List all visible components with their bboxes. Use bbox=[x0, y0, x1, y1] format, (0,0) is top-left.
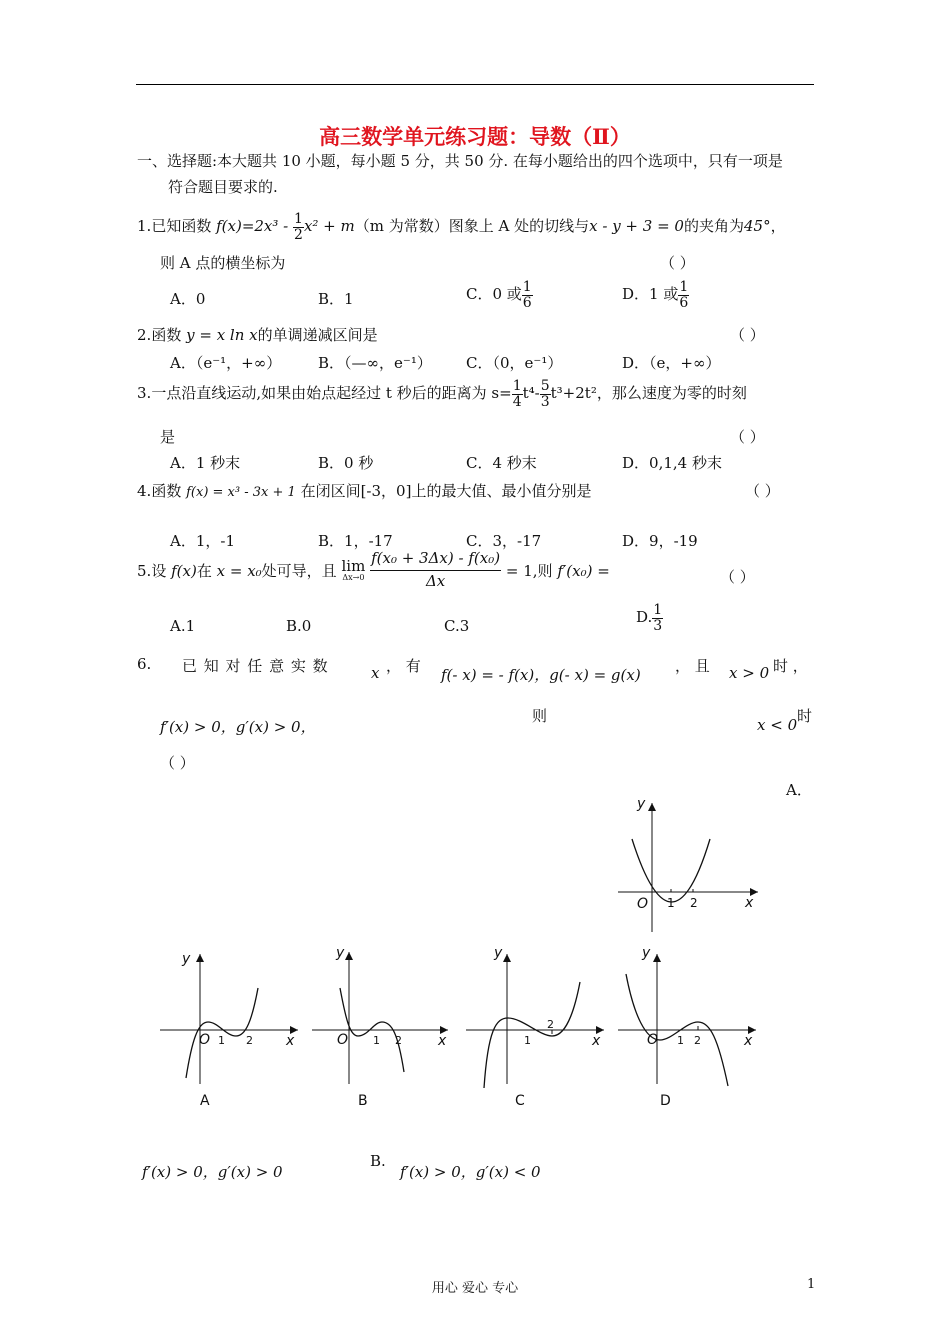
graph-b-x-label: x bbox=[438, 1033, 447, 1049]
q1-note: （m 为常数）图象上 A 处的切线与 bbox=[354, 217, 590, 236]
parabola-curve bbox=[632, 839, 710, 902]
q5-fx: f(x) bbox=[171, 561, 197, 580]
section-heading-cont: 符合题目要求的. bbox=[168, 178, 278, 196]
q6-number: 6. bbox=[137, 655, 152, 673]
q6-option-a-text: f′(x) > 0，g′(x) > 0 bbox=[142, 1163, 283, 1181]
q5-option-d bbox=[636, 603, 663, 633]
q5-mid2: 处可导，且 bbox=[261, 561, 337, 580]
graph-d-origin: O bbox=[647, 1032, 659, 1048]
q5-point: x = x₀ bbox=[216, 561, 262, 580]
q6-derivative-cond: f′(x) > 0，g′(x) > 0 bbox=[160, 718, 301, 736]
q6-x: x bbox=[371, 664, 380, 682]
q6-then: 则 bbox=[532, 707, 548, 725]
q3-frac-2-den: 3 bbox=[540, 393, 550, 410]
graph-b bbox=[312, 950, 452, 1090]
q4-option-a: A．1，-1 bbox=[170, 532, 235, 550]
graph-d-tick-2: 2 bbox=[694, 1034, 701, 1047]
q2-option-b: B．（—∞，e⁻¹） bbox=[318, 354, 432, 372]
graph-b-label: B bbox=[358, 1093, 368, 1109]
q4-post: 在闭区间[-3，0]上的最大值、最小值分别是 bbox=[300, 482, 592, 500]
q5-option-d-num: 1 bbox=[653, 602, 663, 618]
graph-d bbox=[618, 950, 758, 1090]
q6-x-negative: x < 0 bbox=[757, 716, 798, 734]
q1-option-d-text: D．1 或 bbox=[622, 285, 679, 304]
q4-number: 4. bbox=[137, 482, 152, 500]
q3-answer-paren: （ ） bbox=[730, 428, 765, 446]
q6-text-2: ， 有 bbox=[386, 657, 421, 675]
q1-option-d bbox=[622, 280, 689, 310]
q4-option-d: D．9，-19 bbox=[622, 532, 698, 550]
q1-frac-den: 2 bbox=[294, 226, 303, 243]
q5-number: 5. bbox=[137, 561, 152, 580]
graph-d-y-label: y bbox=[642, 945, 651, 961]
q1-post: 的夹角为 bbox=[683, 217, 744, 236]
q3-frac-1-num: 1 bbox=[512, 378, 522, 394]
graph-b-y-label: y bbox=[336, 945, 345, 961]
q6-option-b-text: f′(x) > 0，g′(x) < 0 bbox=[400, 1163, 541, 1181]
q5-eq: = 1 bbox=[505, 561, 533, 580]
q6-text-3: ， 且 bbox=[675, 657, 710, 675]
q5-option-c: C.3 bbox=[444, 617, 470, 635]
graph-c-x-label: x bbox=[592, 1033, 601, 1049]
q3-option-c: C．4 秒末 bbox=[466, 454, 537, 472]
q5-fraction bbox=[370, 551, 501, 590]
curve-c bbox=[484, 982, 580, 1088]
q5-mid3: ,则 bbox=[532, 561, 553, 580]
q4-option-b: B．1，-17 bbox=[318, 532, 393, 550]
graph-c-label: C bbox=[515, 1093, 525, 1109]
graph-c-tick-2: 2 bbox=[547, 1018, 554, 1031]
q1-option-d-frac bbox=[678, 280, 689, 310]
q3-mid: t⁴- bbox=[522, 384, 540, 403]
q2-number: 2. bbox=[137, 326, 152, 344]
question-5 bbox=[137, 551, 610, 590]
y-axis-arrow bbox=[345, 952, 353, 960]
question-3 bbox=[137, 379, 747, 409]
q1-frac-num: 1 bbox=[294, 211, 303, 227]
q1-option-c-num: 1 bbox=[522, 279, 532, 295]
q1-answer-paren: （ ） bbox=[660, 254, 695, 272]
q1-option-d-den: 6 bbox=[679, 294, 689, 311]
q1-number: 1. bbox=[137, 217, 152, 236]
q5-frac-num: f(x₀ + 3Δx) - f(x₀) bbox=[370, 551, 501, 571]
question-2 bbox=[137, 324, 378, 345]
graph-a-tick-2: 2 bbox=[246, 1034, 253, 1047]
q4-option-c: C．3，-17 bbox=[466, 532, 542, 550]
q3-option-d: D．0,1,4 秒末 bbox=[622, 454, 722, 472]
q5-option-a: A.1 bbox=[170, 617, 196, 635]
q5-derivative: f′(x₀) = bbox=[557, 561, 610, 580]
graph-b-origin: O bbox=[337, 1032, 349, 1048]
q5-mid1: 在 bbox=[196, 561, 212, 580]
q5-option-d-text: D. bbox=[636, 608, 653, 627]
section-heading: 一、选择题:本大题共 10 小题，每小题 5 分，共 50 分. 在每小题给出的四个选项中，只有一项是 bbox=[137, 152, 783, 170]
q3-frac-2-num: 5 bbox=[540, 378, 550, 394]
q1-option-c-text: C．0 或 bbox=[466, 285, 522, 304]
q6-answer-paren: （ ） bbox=[160, 754, 195, 772]
graph-b-tick-2: 2 bbox=[395, 1034, 402, 1047]
q6-comma: ， bbox=[300, 718, 316, 736]
q2-post: 的单调递减区间是 bbox=[257, 326, 378, 344]
q1-option-c-frac bbox=[522, 280, 533, 310]
graph-parabola bbox=[618, 795, 758, 935]
page-number: 1 bbox=[807, 1277, 816, 1292]
y-axis-arrow bbox=[648, 803, 656, 811]
q6-option-b-label: B. bbox=[370, 1152, 386, 1170]
q3-number: 3. bbox=[137, 384, 152, 403]
q6-line2 bbox=[160, 716, 316, 737]
q3-frac-1-den: 4 bbox=[512, 393, 522, 410]
graph-b-tick-1: 1 bbox=[373, 1034, 380, 1047]
q3-option-a: A．1 秒末 bbox=[170, 454, 241, 472]
q5-limit bbox=[341, 556, 366, 582]
graph-a-origin: O bbox=[199, 1032, 211, 1048]
graph-a-y-label: y bbox=[182, 951, 191, 967]
q2-option-a: A．（e⁻¹，+∞） bbox=[170, 354, 282, 372]
question-4 bbox=[137, 480, 591, 501]
q2-text: 函数 bbox=[151, 326, 182, 344]
parabola-y-label: y bbox=[637, 796, 646, 812]
q1-end: ， bbox=[770, 217, 786, 236]
q2-function: y = x ln x bbox=[186, 326, 258, 344]
q1-option-d-num: 1 bbox=[679, 279, 689, 295]
graph-d-tick-1: 1 bbox=[677, 1034, 684, 1047]
q3-option-b: B．0 秒 bbox=[318, 454, 374, 472]
q2-answer-paren: （ ） bbox=[730, 326, 765, 344]
parabola-tick-1-label: 1 bbox=[667, 896, 675, 910]
footer-slogan: 用心 爱心 专心 bbox=[431, 1281, 519, 1296]
parabola-x-label: x bbox=[745, 895, 754, 911]
q5-lim: lim bbox=[341, 556, 366, 575]
graph-c-tick-1: 1 bbox=[524, 1034, 531, 1047]
y-axis-arrow bbox=[503, 954, 511, 962]
header-rule bbox=[136, 84, 814, 85]
q2-option-c: C．（0，e⁻¹） bbox=[466, 354, 563, 372]
graph-a bbox=[160, 950, 300, 1090]
curve-a bbox=[186, 988, 258, 1078]
q5-option-d-frac bbox=[652, 603, 663, 633]
q1-function: f(x)=2x³ - bbox=[216, 217, 294, 236]
q1-option-c-den: 6 bbox=[522, 294, 532, 311]
q6-condition: f(- x) = - f(x)，g(- x) = g(x) bbox=[441, 666, 641, 684]
graph-c bbox=[466, 950, 606, 1090]
parabola-tick-2-label: 2 bbox=[690, 896, 698, 910]
q3-frac-2 bbox=[540, 379, 551, 409]
q4-function: f(x) = x³ - 3x + 1 bbox=[186, 485, 296, 500]
q3-text: 一点沿直线运动,如果由始点起经过 t 秒后的距离为 s= bbox=[151, 384, 512, 403]
q3-line2: 是 bbox=[160, 428, 176, 446]
q1-fraction bbox=[293, 212, 304, 242]
q3-frac-1 bbox=[512, 379, 523, 409]
q1-option-c bbox=[466, 280, 533, 310]
question-1 bbox=[137, 212, 786, 242]
q1-text: 已知函数 bbox=[151, 217, 212, 236]
q2-option-d: D．（e，+∞） bbox=[622, 354, 721, 372]
q6-text-1: 已 知 对 任 意 实 数 bbox=[182, 657, 329, 675]
q1-line2: 则 A 点的横坐标为 bbox=[160, 254, 286, 272]
q6-text-4: 时 ， bbox=[773, 657, 808, 675]
q6-when: 时 bbox=[797, 707, 813, 725]
q1-option-b: B．1 bbox=[318, 290, 354, 308]
graph-d-label: D bbox=[660, 1093, 671, 1109]
q5-option-d-den: 3 bbox=[653, 617, 663, 634]
q6-option-a-label: A． bbox=[786, 781, 812, 799]
q5-frac-den: Δx bbox=[425, 571, 446, 590]
q1-angle: 45° bbox=[743, 217, 771, 236]
q1-option-a: A．0 bbox=[170, 290, 206, 308]
graph-a-tick-1: 1 bbox=[218, 1034, 225, 1047]
y-axis-arrow bbox=[196, 954, 204, 962]
q5-option-b: B.0 bbox=[286, 617, 312, 635]
q3-post: t³+2t²，那么速度为零的时刻 bbox=[550, 384, 747, 403]
graph-a-label: A bbox=[200, 1093, 210, 1109]
q1-line-eq: x - y + 3 = 0 bbox=[589, 217, 684, 236]
graph-d-x-label: x bbox=[744, 1033, 753, 1049]
graph-c-y-label: y bbox=[494, 945, 503, 961]
y-axis-arrow bbox=[653, 954, 661, 962]
q5-text: 设 bbox=[151, 561, 167, 580]
document-title: 高三数学单元练习题：导数（Ⅱ） bbox=[319, 124, 631, 149]
q5-lim-sub: Δx→0 bbox=[342, 572, 365, 582]
q6-x-positive: x > 0 bbox=[729, 664, 770, 682]
q4-answer-paren: （ ） bbox=[745, 482, 780, 500]
q4-text: 函数 bbox=[151, 482, 182, 500]
parabola-origin: O bbox=[637, 896, 649, 912]
q1-function-rest: x² + m bbox=[303, 217, 355, 236]
q5-answer-paren: （ ） bbox=[720, 568, 755, 586]
graph-a-x-label: x bbox=[286, 1033, 295, 1049]
